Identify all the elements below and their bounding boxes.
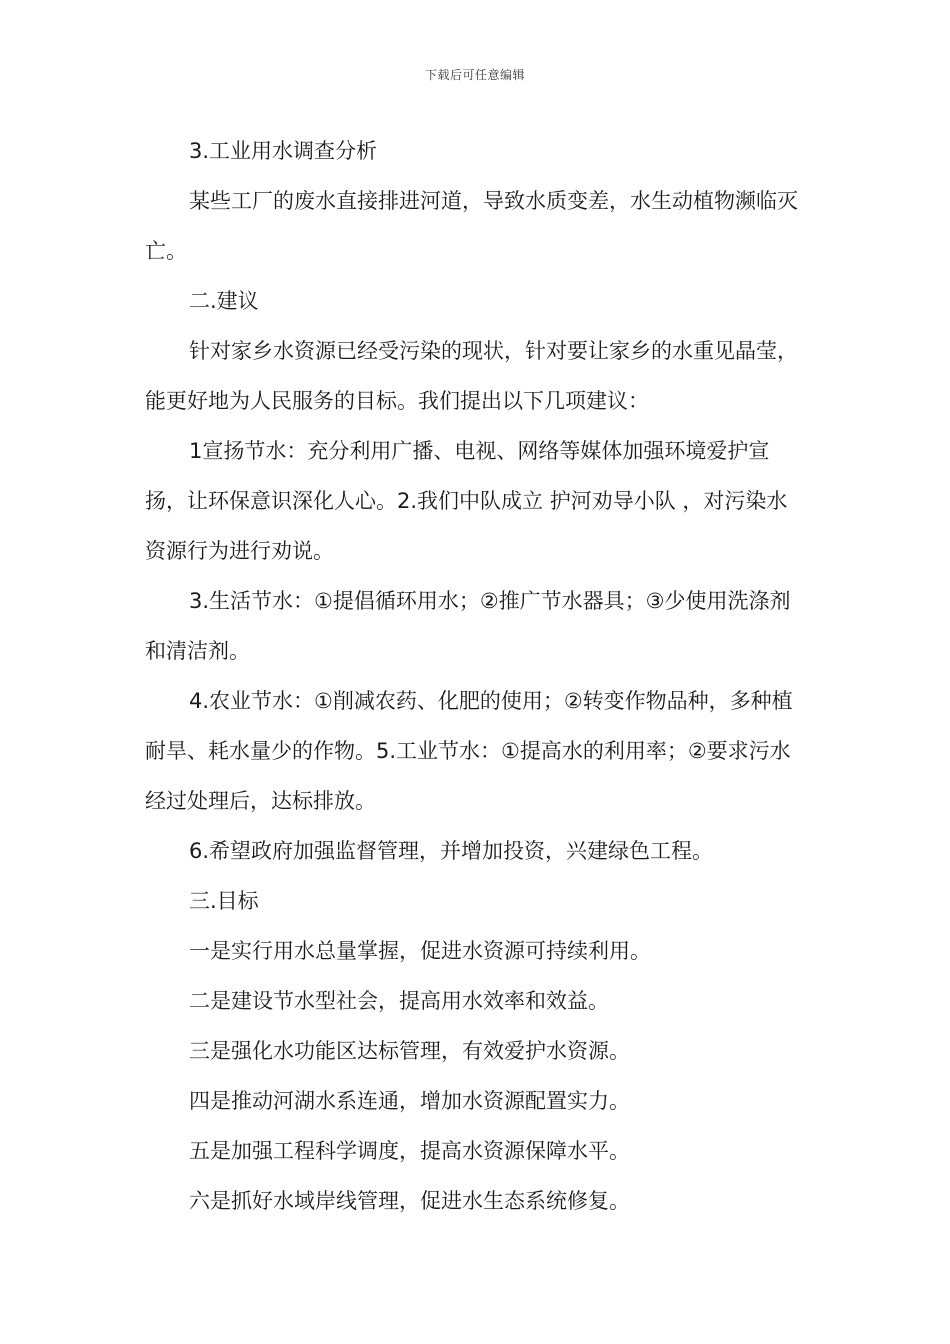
list-item: 二是建设节水型社会，提高用水效率和效益。 xyxy=(189,989,609,1013)
section-heading: 二.建议 xyxy=(189,289,259,313)
list-item: 四是推动河湖水系连通，增加水资源配置实力。 xyxy=(189,1089,630,1113)
document-body xyxy=(145,126,807,1226)
paragraph: 针对家乡水资源已经受污染的现状，针对要让家乡的水重见晶莹，能更好地为人民服务的目标。我们提出以下几项建议： xyxy=(145,339,798,413)
paragraph: 6.希望政府加强监督管理，并增加投资，兴建绿色工程。 xyxy=(189,839,714,863)
list-item: 三是强化水功能区达标管理，有效爱护水资源。 xyxy=(189,1039,630,1063)
paragraph: 4.农业节水：①削减农药、化肥的使用；②转变作物品种，多种植耐旱、耗水量少的作物。5.工业节水：①提高水的利用率；②要求污水经过处理后，达标排放。 xyxy=(145,689,793,813)
paragraph: 1宣扬节水：充分利用广播、电视、网络等媒体加强环境爱护宣扬，让环保意识深化人心。2.我们中队成立 护河劝导小队 ，对污染水资源行为进行劝说。 xyxy=(145,439,788,563)
paragraph: 3.生活节水：①提倡循环用水；②推广节水器具；③少使用洗涤剂和清洁剂。 xyxy=(145,589,791,663)
paragraph: 3.工业用水调查分析 xyxy=(189,139,378,163)
list-item: 五是加强工程科学调度，提高水资源保障水平。 xyxy=(189,1139,630,1163)
section-heading: 三.目标 xyxy=(189,889,259,913)
paragraph: 某些工厂的废水直接排进河道，导致水质变差，水生动植物濒临灭亡。 xyxy=(145,189,798,263)
list-item: 一是实行用水总量掌握，促进水资源可持续利用。 xyxy=(189,939,651,963)
list-item: 六是抓好水域岸线管理，促进水生态系统修复。 xyxy=(189,1189,630,1213)
page-header: 下载后可任意编辑 xyxy=(424,68,525,82)
